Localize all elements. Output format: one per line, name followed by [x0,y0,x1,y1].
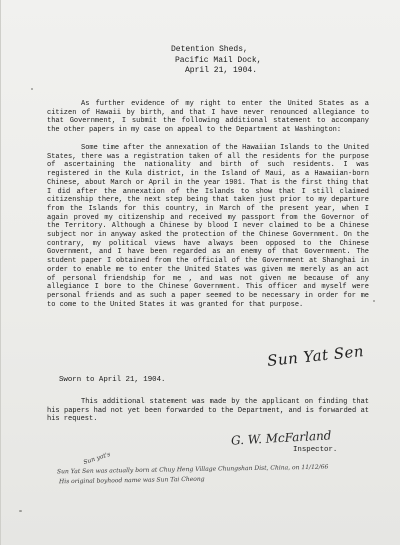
heading-location-line: Detention Sheds, [171,45,248,54]
paragraph-intro: As further evidence of my right to enter the United States as a citizen of Hawaii by birth, and that I have never renounced allegiance to that Government, I submit the following additional statement to accompany the other papers in my case on appeal to the Department at Washington: [47,100,369,135]
handwritten-note-birthplace: Sun Yat Sen was actually born at Chuy Heng Village Chungshan Dist, China, on 11/12/66 [56,463,329,476]
paper-speck [19,510,22,512]
inspector-title: Inspector. [293,446,338,454]
sworn-date-line: Sworn to April 21, 1904. [59,376,166,384]
paper-speck [373,300,375,302]
paper-speck [31,88,33,90]
paragraph-statement: Some time after the annexation of the Hawaiian Islands to the United States, there was a registration taken of all the residents for the purpose of ascertaining the nationality and birth of such residents. I was registered in the Kula district, in the Island of Maui, as a Hawaiian-born Chinese, about March or April in the year 1901. That is the first thing that I did after the annexation of the Islands to show that I still claimed citizenship there, the next step being that taken just prior to my departure from the Islands for this country, in March of the present year, when I again proved my citizenship and received my passport from the Governor of the Territory. Although a Chinese by blood I never claimed to be a Chinese subject nor in anyway asked the protection of the Chinese Government. On the contrary, my political views have always been opposed to the Chinese Government, and I have been regarded as an enemy of that Government. The student paper I obtained from the official of the Government at Shanghai in order to enable me to enter the United States was given me merely as an act of personal friendship for me , and was not given me because of any allegiance I bore to the Chinese Government. This officer and myself were personal friends and as such a paper seemed to be necessary in order for me to come to the United States it was granted for that purpose. [47,144,369,309]
handwritten-aside: Sun yat's [82,450,112,467]
paragraph-inspector-note: This additional statement was made by the applicant on finding that his papers had not yet been forwarded to the Department, and is forwarded at his request. [47,398,369,424]
heading-dock-line: Pacific Mail Dock, [175,55,262,65]
heading-date-line: April 21, 1904. [185,66,258,75]
applicant-signature: Sun Yat Sen [266,341,365,371]
letter-heading [171,45,261,77]
handwritten-note-boyhood-name: His original boyhood name was Sun Tai Cheong [58,475,205,486]
inspector-signature: G. W. McFarland [230,428,332,448]
